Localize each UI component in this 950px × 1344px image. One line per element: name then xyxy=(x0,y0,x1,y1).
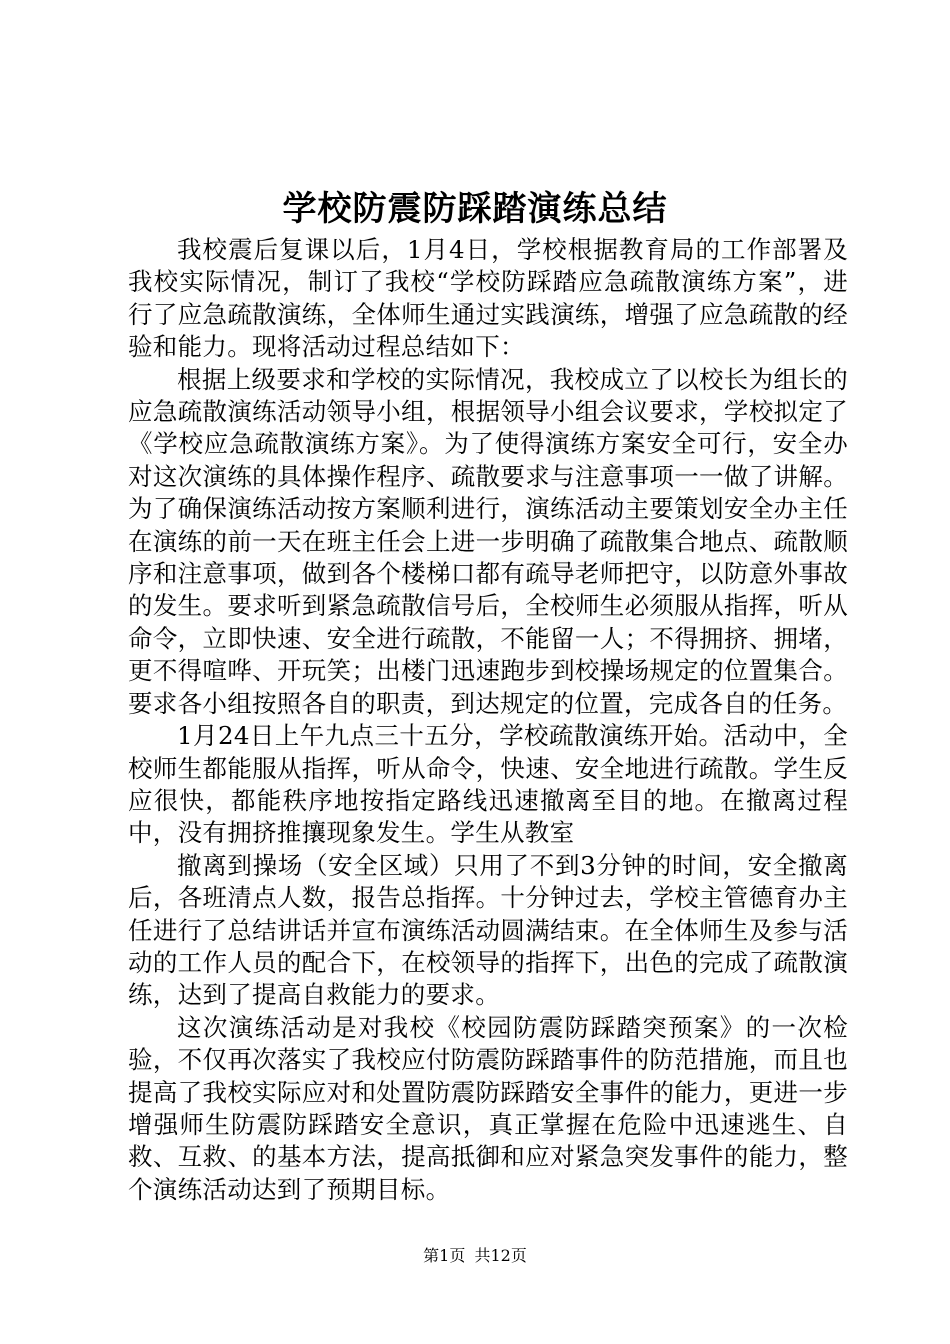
document-title: 学校防震防踩踏演练总结 xyxy=(282,189,668,229)
paragraph-organization: 根据上级要求和学校的实际情况，我校成立了以校长为组长的应急疏散演练活动领导小组，根据领导小组会议要求，学校拟定了《学校应急疏散演练方案》。为了使得演练方案安全可行，安全办对这次演练的具体操作程序、疏散要求与注意事项一一做了讲解。为了确保演练活动按方案顺利进行，演练活动主要策划安全办主任在演练的前一天在班主任会上进一步明确了疏散集合地点、疏散顺序和注意事项，做到各个楼梯口都有疏导老师把守，以防意外事故的发生。要求听到紧急疏散信号后，全校师生必须服从指挥，听从命令，立即快速、安全进行疏散，不能留一人；不得拥挤、拥堵，更不得喧哗、开玩笑；出楼门迅速跑步到校操场规定的位置集合。要求各小组按照各自的职责，到达规定的位置，完成各自的任务。 xyxy=(128,364,848,718)
paragraph-drill-result: 撤离到操场（安全区域）只用了不到3分钟的时间，安全撤离后，各班清点人数，报告总指挥。十分钟过去，学校主管德育办主任进行了总结讲话并宣布演练活动圆满结束。在全体师生及参与活动的工作人员的配合下，在校领导的指挥下，出色的完成了疏散演练，达到了提高自救能力的要求。 xyxy=(128,850,848,1010)
paragraph-intro: 我校震后复课以后，1月4日，学校根据教育局的工作部署及我校实际情况，制订了我校“学校防踩踏应急疏散演练方案”，进行了应急疏散演练，全体师生通过实践演练，增强了应急疏散的经验和能力。现将活动过程总结如下： xyxy=(128,235,848,362)
paragraph-conclusion: 这次演练活动是对我校《校园防震防踩踏突预案》的一次检验，不仅再次落实了我校应付防震防踩踏事件的防范措施，而且也提高了我校实际应对和处置防震防踩踏安全事件的能力，更进一步增强师生防震防踩踏安全意识，真正掌握在危险中迅速逃生、自救、互救、的基本方法，提高抵御和应对紧急突发事件的能力，整个演练活动达到了预期目标。 xyxy=(128,1012,848,1204)
document-body xyxy=(128,234,848,1206)
page-number-current: 第1页 xyxy=(423,1246,466,1265)
page-footer xyxy=(0,1244,950,1268)
paragraph-drill-start: 1月24日上午九点三十五分，学校疏散演练开始。活动中，全校师生都能服从指挥，听从命令，快速、安全地进行疏散。学生反应很快，都能秩序地按指定路线迅速撤离至目的地。在撤离过程中，没有拥挤推攘现象发生。学生从教室 xyxy=(128,721,848,848)
page-number-total: 共12页 xyxy=(474,1246,527,1265)
